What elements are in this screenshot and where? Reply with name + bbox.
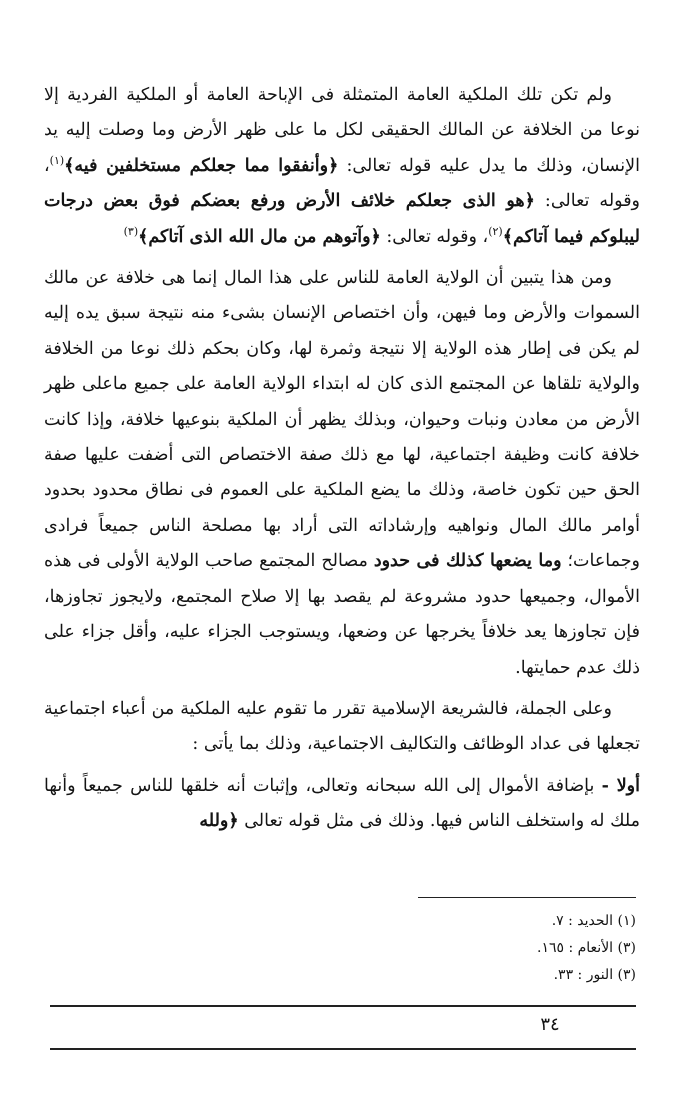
quran-quote-4: ﴿ولله — [199, 811, 239, 832]
quran-quote-2: ﴿هو الذى جعلكم خلائف الأرض ورفع بعضكم فوق بعض درجات ليبلوكم فيما آتاكم﴾ — [44, 191, 640, 247]
paragraph-2 — [44, 261, 640, 686]
page-number-rule-top — [50, 1005, 636, 1007]
paragraph-1-text-b: ، وقوله تعالى: — [44, 155, 641, 212]
footnote-ref-2: (٢) — [488, 224, 503, 238]
main-text — [44, 78, 640, 840]
paragraph-1-text-c: ، وقوله تعالى: — [380, 226, 489, 247]
paragraph-3: وعلى الجملة، فالشريعة الإسلامية تقرر ما تقوم عليه الملكية من أعباء اجتماعية تجعلها فى عداد الوظائف والتكاليف الاجتماعية، وذلك بما يأتى : — [44, 698, 640, 755]
page-number: ٣٤ — [540, 1014, 560, 1035]
footnote-1: (١) الحديد : ٧. — [551, 913, 636, 929]
footnote-ref-3: (٣) — [123, 224, 139, 238]
paragraph-2-text-b: مصالح المجتمع صاحب الولاية الأولى فى هذه الأموال، وجميعها حدود مشروعة لم يقصد بها إلا صلاح المجتمع، ولايجوز تجاوزها، فإن تجاوزها يعد خلافاً يخرجها عن وضعها، ويستوجب الجزاء عليه، وأقل جزاء على ذلك عدم حمايتها. — [44, 551, 640, 678]
paragraph-4-text: بإضافة الأموال إلى الله سبحانه وتعالى، وإثبات أنه خلقها للناس جميعاً وأنها ملك له واستخلف الناس فيها. وذلك فى مثل قوله تعالى — [44, 775, 640, 832]
footnote-2: (٣) الأنعام : ١٦٥. — [536, 940, 636, 956]
footnote-3: (٣) النور : ٣٣. — [553, 967, 636, 983]
footnote-divider — [418, 897, 636, 898]
point-one-label: أولا - — [601, 775, 640, 796]
paragraph-1 — [44, 78, 640, 255]
page-number-rule-bottom — [50, 1048, 636, 1050]
quran-quote-3: ﴿وآتوهم من مال الله الذى آتاكم﴾ — [138, 226, 381, 247]
footnote-ref-1: (١) — [49, 153, 65, 167]
paragraph-1-text-a: ولم تكن تلك الملكية العامة المتمثلة فى الإباحة العامة أو الملكية الفردية إلا نوعا من الخلافة عن المالك الحقيقى لكل ما على ظهر الأرض وما وصلت إليه يد الإنسان، وذلك ما يدل عليه قوله تعالى: — [44, 85, 640, 176]
paragraph-2-bold: وما يضعها كذلك فى حدود — [373, 551, 562, 572]
paragraph-2-text-a: ومن هذا يتبين أن الولاية العامة للناس على هذا المال إنما هى خلافة عن مالك السموات والأرض وما فيهن، وأن اختصاص الإنسان بشىء منه نتيجة سبق يده إليه لم يكن فى إطار هذه الولاية إلا نتيجة وثمرة لها، وكان بحكم ذلك نوعا من الخلافة والولاية تلقاها عن المجتمع الذى كان له ابتداء الولاية العامة على جميع ماعلى ظهر الأرض من معادن ونبات وحيوان، وبذلك يظهر أن الملكية بنوعيها خلافة، وإذا كانت خلافة كانت وظيفة اجتماعية، لها مع ذلك صفة الاختصاص التى أضفت عليها صفة الحق حين تكون خاصة، وذلك ما يضع الملكية على العموم فى نطاق محدود بحدود أوامر مالك المال ونواهيه وإرشاداته التى أراد بها مصلحة الناس جميعاً فرادى وجماعات؛ — [44, 268, 640, 572]
quran-quote-1: ﴿وأنفقوا مما جعلكم مستخلفين فيه﴾ — [64, 155, 339, 176]
footnotes — [336, 908, 636, 989]
paragraph-4 — [44, 769, 640, 840]
